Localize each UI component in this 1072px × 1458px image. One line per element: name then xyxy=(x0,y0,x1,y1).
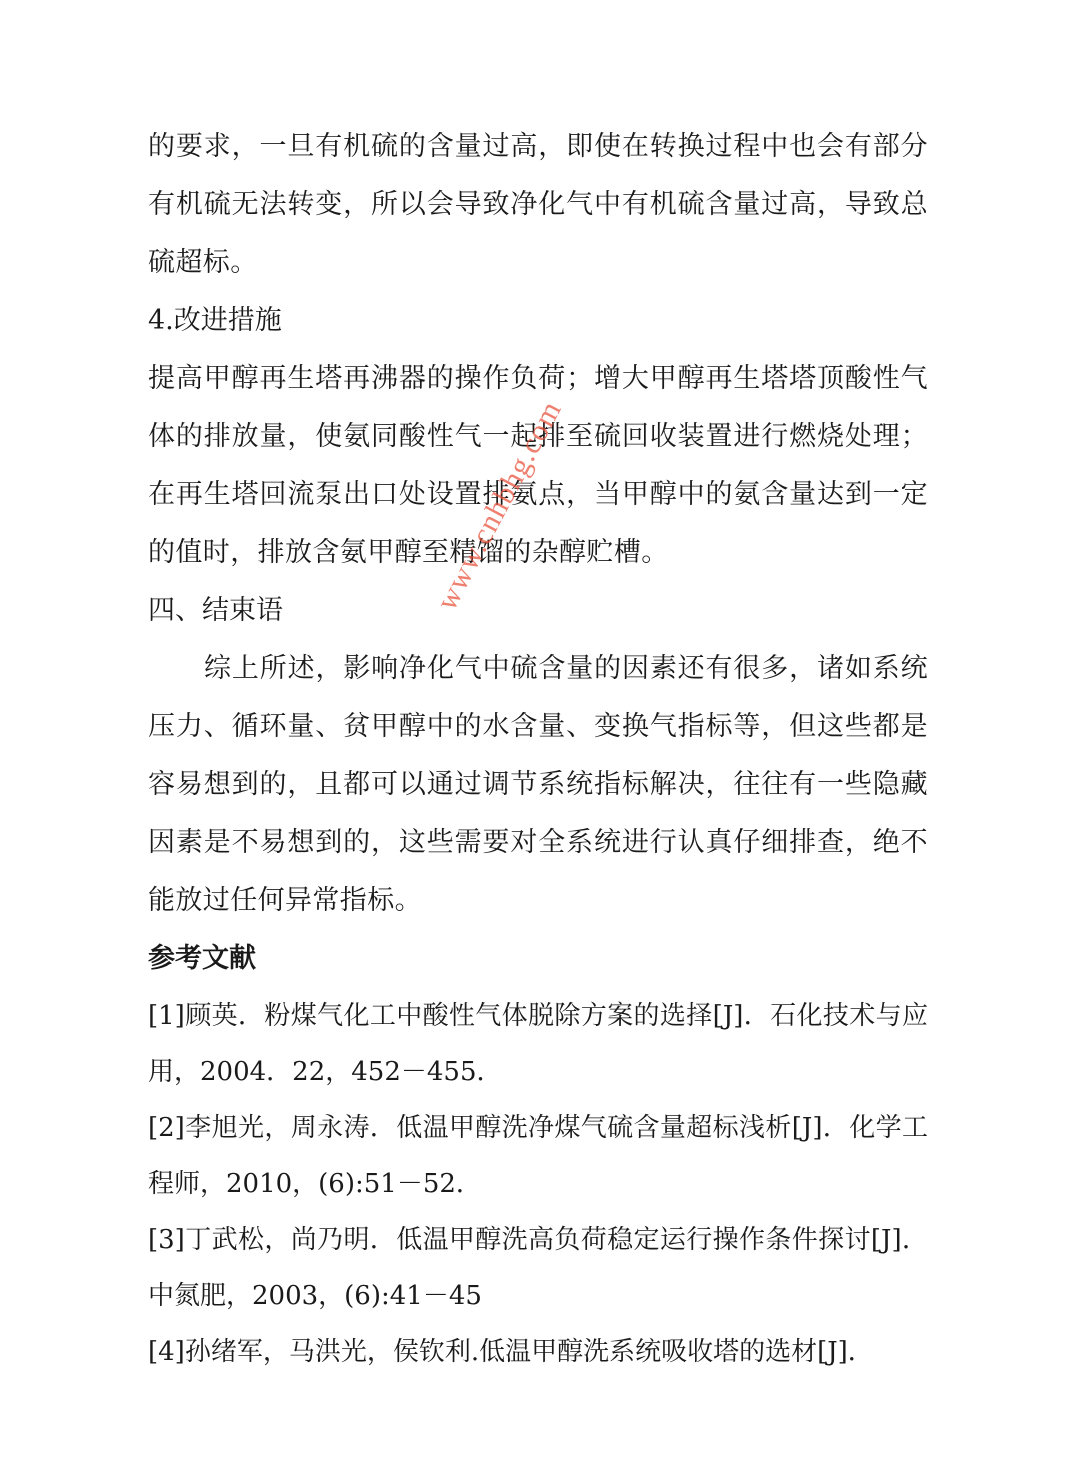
watermark-text: www.cnhbhg.com xyxy=(430,395,569,616)
reference-item: [2]李旭光，周永涛．低温甲醇洗净煤气硫含量超标浅析[J]．化学工程师，2010，(6):51－52． xyxy=(148,1113,928,1199)
references-heading: 参考文献 xyxy=(148,943,256,974)
section-heading-conclusion: 四、结束语 xyxy=(148,595,283,626)
reference-item: [4]孙绪军，马洪光，侯钦利.低温甲醇洗系统吸收塔的选材[J]． xyxy=(148,1337,874,1367)
reference-item: [1]顾英．粉煤气化工中酸性气体脱除方案的选择[J]．石化技术与应用，2004．22，452－455． xyxy=(148,1001,928,1087)
page-content xyxy=(148,118,928,1380)
reference-item: [3]丁武松，尚乃明．低温甲醇洗高负荷稳定运行操作条件探讨[J]．中氮肥，2003，(6):41－45 xyxy=(148,1225,928,1311)
section-heading-improvements: 4.改进措施 xyxy=(148,305,282,336)
body-paragraph-improvements: 提高甲醇再生塔再沸器的操作负荷；增大甲醇再生塔塔顶酸性气体的排放量，使氨同酸性气一起排至硫回收装置进行燃烧处理；在再生塔回流泵出口处设置排氨点，当甲醇中的氨含量达到一定的值时，排放含氨甲醇至精馏的杂醇贮槽。 xyxy=(148,363,928,568)
body-paragraph-conclusion: 综上所述，影响净化气中硫含量的因素还有很多，诸如系统压力、循环量、贫甲醇中的水含量、变换气指标等，但这些都是容易想到的，且都可以通过调节系统指标解决，往往有一些隐藏因素是不易想到的，这些需要对全系统进行认真仔细排查，绝不能放过任何异常指标。 xyxy=(148,653,928,916)
body-paragraph-continuation: 的要求，一旦有机硫的含量过高，即使在转换过程中也会有部分有机硫无法转变，所以会导致净化气中有机硫含量过高，导致总硫超标。 xyxy=(148,131,928,278)
